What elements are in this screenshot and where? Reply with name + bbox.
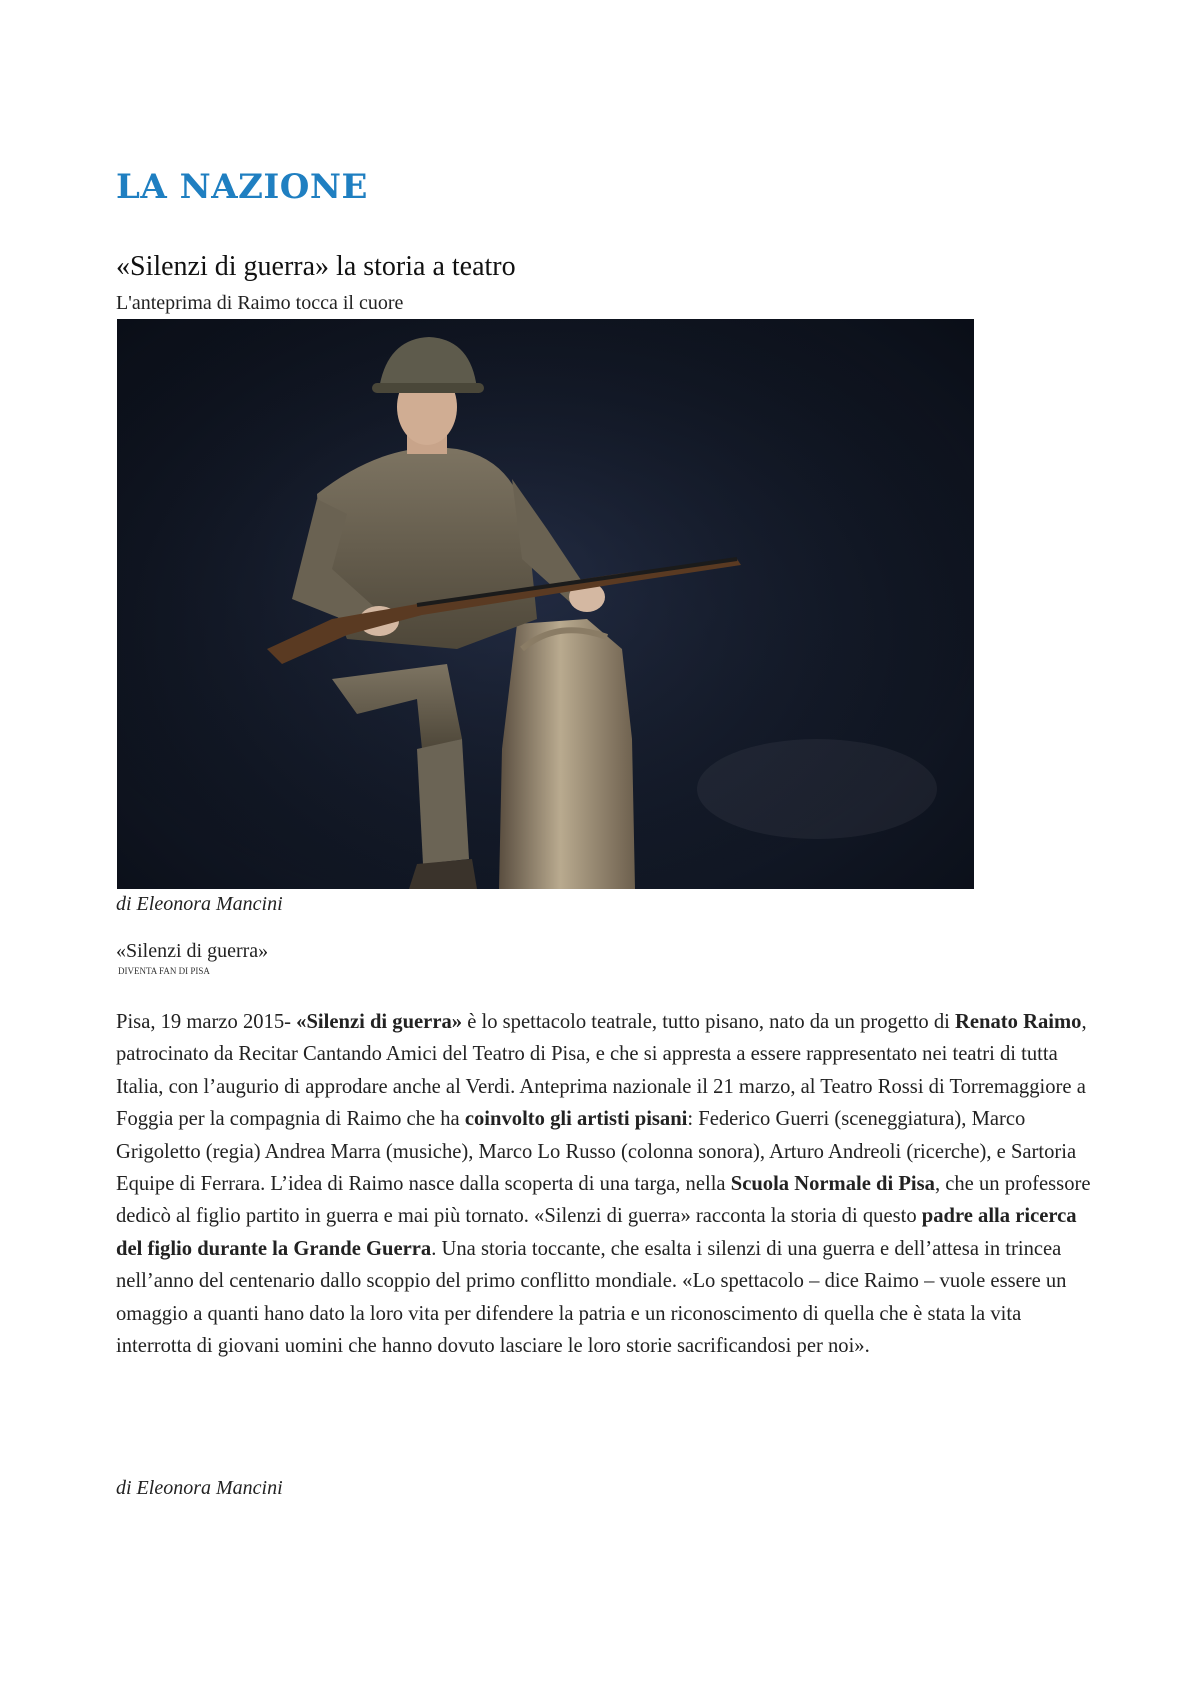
body-emphasis: Scuola Normale di Pisa: [730, 1173, 935, 1196]
body-emphasis: padre alla ricerca del figlio durante la Grande Guerra: [116, 1205, 1077, 1260]
article-photo: [117, 319, 974, 889]
body-emphasis: Renato Raimo: [955, 1011, 1082, 1033]
body-emphasis: coinvolto gli artisti pisani: [464, 1108, 688, 1131]
article-body: [116, 1006, 1096, 1362]
article-byline: di Eleonora Mancini: [116, 893, 283, 915]
article-headline: «Silenzi di guerra» la storia a teatro: [116, 251, 516, 282]
body-run: : Federico Guerri (sceneggiatura), Marco Grigoletto (regia) Andrea Marra (musiche), Marco Lo Russo (colonna sonora), Arturo Andreoli (ricerche), e Sartoria Equipe di Ferrara. L’idea di Raimo nasce dalla scoperta di una targa, nella: [116, 1108, 1077, 1196]
body-run: Pisa, 19 marzo 2015-: [116, 1011, 297, 1033]
body-run: , patrocinato da Recitar Cantando Amici del Teatro di Pisa, e che si appresta a essere rappresentato nei teatri di tutta Italia, con l’augurio di approdare anche al Verdi. Anteprima nazionale il 21 marzo, al Teatro Rossi di Torremaggiore a Foggia per la compagnia di Raimo che ha: [116, 1011, 1087, 1131]
article-subheadline: L'anteprima di Raimo tocca il cuore: [116, 292, 404, 314]
photo-caption: «Silenzi di guerra»: [116, 940, 269, 962]
article-byline-bottom: di Eleonora Mancini: [116, 1477, 283, 1499]
body-run: . Una storia toccante, che esalta i silenzi di una guerra e dell’attesa in trincea nell’anno del centenario dallo scoppio del primo conflitto mondiale. «Lo spettacolo – dice Raimo – vuole essere un omaggio a quanti hano dato la loro vita per difendere la patria e un riconoscimento di quella che è stata la vita interrotta di giovani uomini che hanno dovuto lasciare le loro storie sacrificandosi per noi».: [116, 1237, 1067, 1358]
body-emphasis: «Silenzi di guerra»: [296, 1011, 463, 1033]
masthead-logo[interactable]: LA NAZIONE: [116, 167, 368, 207]
fan-link[interactable]: DIVENTA FAN DI PISA: [118, 966, 210, 976]
body-run: , che un professore dedicò al figlio partito in guerra e mai più tornato. «Silenzi di guerra» racconta la storia di questo: [116, 1173, 1091, 1228]
body-run: è lo spettacolo teatrale, tutto pisano, nato da un progetto di: [462, 1011, 956, 1033]
